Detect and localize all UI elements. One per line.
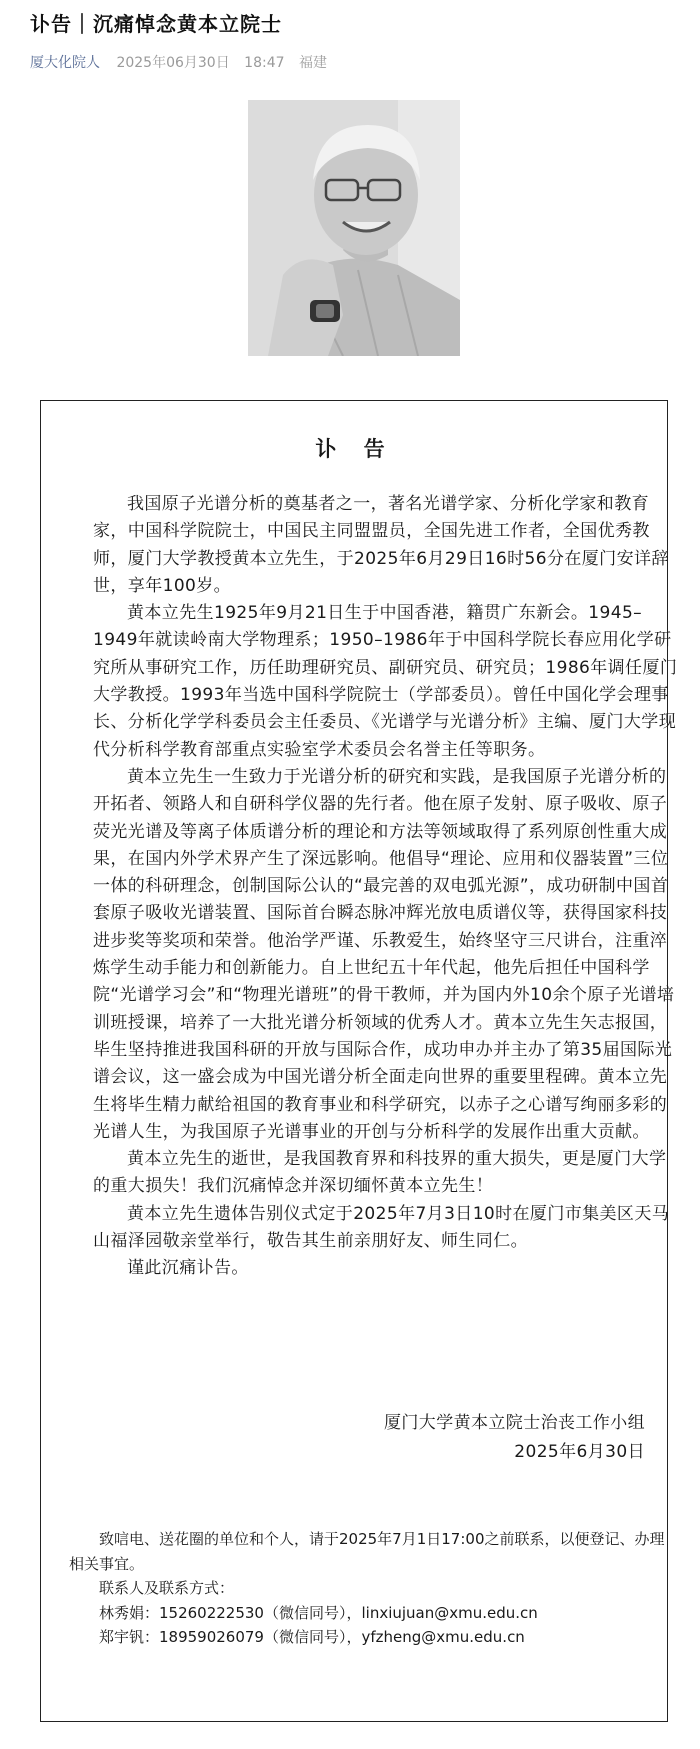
publish-time: 18:47 (244, 55, 285, 71)
paragraph: 我国原子光谱分析的奠基者之一，著名光谱学家、分析化学家和教育家，中国科学院院士，中国民主同盟盟员，全国先进工作者，全国优秀教师，厦门大学教授黄本立先生，于2025年6月29日16时56分在厦门安详辞世，享年100岁。 (93, 494, 669, 596)
publish-date: 2025年06月30日 (116, 55, 230, 71)
paragraph: 谨此沉痛讣告。 (127, 1258, 249, 1279)
article-title: 讣告｜沉痛悼念黄本立院士 (30, 12, 282, 36)
notice-heading: 讣 告 (315, 437, 395, 461)
signature-block (384, 1409, 645, 1467)
contact-block (69, 1527, 669, 1650)
portrait-image (248, 100, 460, 356)
obituary-notice (40, 400, 678, 1722)
publish-location: 福建 (298, 55, 327, 71)
notice-body (93, 491, 683, 1283)
paragraph: 黄本立先生一生致力于光谱分析的研究和实践，是我国原子光谱分析的开拓者、领路人和自研科学仪器的先行者。他在原子发射、原子吸收、原子荧光光谱及等离子体质谱分析的理论和方法等领域取得了系列原创性重大成果，在国内外学术界产生了深远影响。他倡导“理论、应用和仪器装置”三位一体的科研理念，创制国际公认的“最完善的双电弧光源”，成功研制中国首套原子吸收光谱装置、国际首台瞬态脉冲辉光放电质谱仪等，获得国家科技进步奖等奖项和荣誉。他治学严谨、乐教爱生，始终坚守三尺讲台，注重淬炼学生动手能力和创新能力。自上世纪五十年代起，他先后担任中国科学院“光谱学习会”和“物理光谱班”的骨干教师，并为国内外10余个原子光谱培训班授课，培养了一大批光谱分析领域的优秀人才。黄本立先生矢志报国，毕生坚持推进我国科研的开放与国际合作，成功申办并主办了第35届国际光谱会议，这一盛会成为中国光谱分析全面走向世界的重要里程碑。黄本立先生将毕生精力献给祖国的教育事业和科学研究，以赤子之心谱写绚丽多彩的光谱人生，为我国原子光谱事业的开创与分析科学的发展作出重大贡献。 (93, 766, 675, 1142)
paragraph: 黄本立先生1925年9月21日生于中国香港，籍贯广东新会。1945–1949年就读岭南大学物理系；1950–1986年于中国科学院长春应用化学研究所从事研究工作，历任助理研究员、副研究员、研究员；1986年调任厦门大学教授。1993年当选中国科学院院士（学部委员）。曾任中国化学会理事长、分析化学学科委员会主任委员、《光谱学与光谱分析》主编、厦门大学现代分析科学教育部重点实验室学术委员会名誉主任等职务。 (93, 603, 678, 760)
portrait-photo (248, 100, 460, 356)
contact-label: 联系人及联系方式： (99, 1579, 235, 1597)
contact-person: 林秀娟：15260222530（微信同号），linxiujuan@xmu.edu.cn (99, 1603, 538, 1622)
paragraph: 黄本立先生遗体告别仪式定于2025年7月3日10时在厦门市集美区天马山福泽园敬亲堂举行，敬告其生前亲朋好友、师生同仁。 (93, 1203, 670, 1252)
paragraph: 黄本立先生的逝世，是我国教育界和科技界的重大损失，更是厦门大学的重大损失！我们沉痛悼念并深切缅怀黄本立先生！ (93, 1149, 667, 1197)
author-link[interactable]: 厦大化院人 (30, 55, 100, 71)
contact-intro: 致唁电、送花圈的单位和个人，请于2025年7月1日17:00之前联系，以便登记、办理相关事宜。 (69, 1530, 665, 1573)
article-meta (30, 52, 327, 72)
signature-org: 厦门大学黄本立院士治丧工作小组 (384, 1413, 645, 1433)
signature-date: 2025年6月30日 (514, 1442, 645, 1462)
contact-person: 郑宇钒：18959026079（微信同号），yfzheng@xmu.edu.cn (99, 1628, 525, 1646)
